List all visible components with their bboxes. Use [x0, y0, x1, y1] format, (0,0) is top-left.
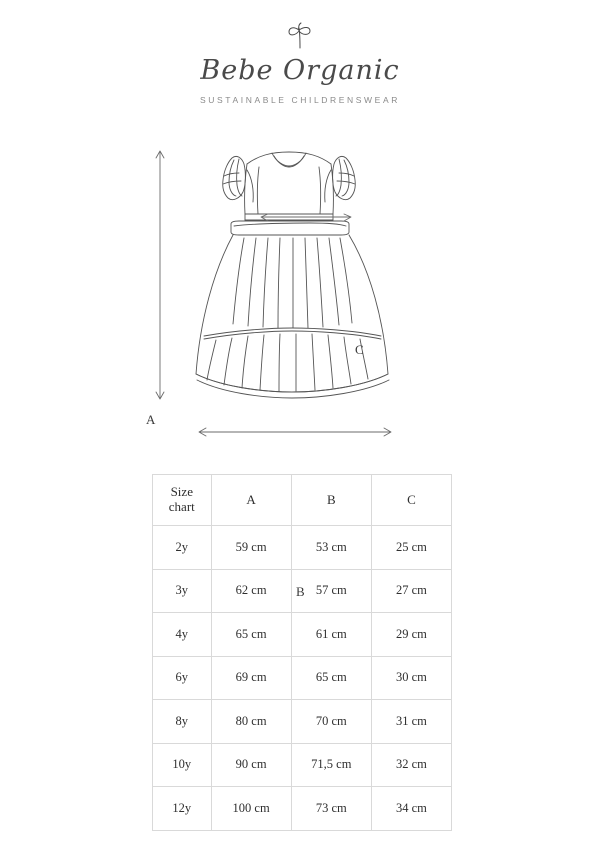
size-chart-title	[153, 475, 212, 526]
row-size: 6y	[153, 656, 212, 700]
size-chart-title-line1: Size	[170, 484, 193, 500]
row-value-c: 25 cm	[371, 526, 451, 570]
column-header-b: B	[291, 475, 371, 526]
table-row	[153, 700, 452, 744]
table-row	[153, 743, 452, 787]
row-value-b: 65 cm	[291, 656, 371, 700]
row-value-b: 73 cm	[291, 787, 371, 831]
row-value-a: 65 cm	[211, 613, 291, 657]
size-chart-title-line2: chart	[168, 499, 195, 514]
table-header-row	[153, 475, 452, 526]
row-size: 3y	[153, 569, 212, 613]
row-value-c: 32 cm	[371, 743, 451, 787]
brand-header	[0, 22, 600, 105]
row-size: 2y	[153, 526, 212, 570]
dimension-label-c: C	[355, 342, 364, 357]
brand-name: Bebe Organic	[200, 55, 400, 86]
table-row	[153, 526, 452, 570]
table-row	[153, 613, 452, 657]
column-header-c: C	[371, 475, 451, 526]
row-value-b: 53 cm	[291, 526, 371, 570]
row-value-a: 62 cm	[211, 569, 291, 613]
row-value-c: 31 cm	[371, 700, 451, 744]
row-value-b: 57 cm	[291, 569, 371, 613]
size-chart-table	[152, 474, 452, 831]
brand-tagline: SUSTAINABLE CHILDRENSWEAR	[200, 94, 400, 105]
row-size: 4y	[153, 613, 212, 657]
leaf-sprig-icon	[283, 22, 317, 50]
pinafore-dress-drawing	[0, 140, 600, 470]
row-value-a: 100 cm	[211, 787, 291, 831]
row-value-c: 30 cm	[371, 656, 451, 700]
row-value-a: 59 cm	[211, 526, 291, 570]
row-size: 10y	[153, 743, 212, 787]
table-row	[153, 656, 452, 700]
size-chart-body	[153, 526, 452, 831]
row-value-c: 27 cm	[371, 569, 451, 613]
row-value-c: 29 cm	[371, 613, 451, 657]
dimension-label-b: B	[296, 584, 305, 599]
size-chart-head	[153, 475, 452, 526]
row-value-b: 71,5 cm	[291, 743, 371, 787]
row-value-a: 69 cm	[211, 656, 291, 700]
row-size: 8y	[153, 700, 212, 744]
row-value-b: 70 cm	[291, 700, 371, 744]
row-value-c: 34 cm	[371, 787, 451, 831]
dimension-label-a: A	[146, 412, 156, 427]
column-header-a: A	[211, 475, 291, 526]
row-value-a: 90 cm	[211, 743, 291, 787]
size-chart	[152, 474, 452, 831]
row-value-a: 80 cm	[211, 700, 291, 744]
table-row	[153, 787, 452, 831]
table-row	[153, 569, 452, 613]
row-value-b: 61 cm	[291, 613, 371, 657]
row-size: 12y	[153, 787, 212, 831]
